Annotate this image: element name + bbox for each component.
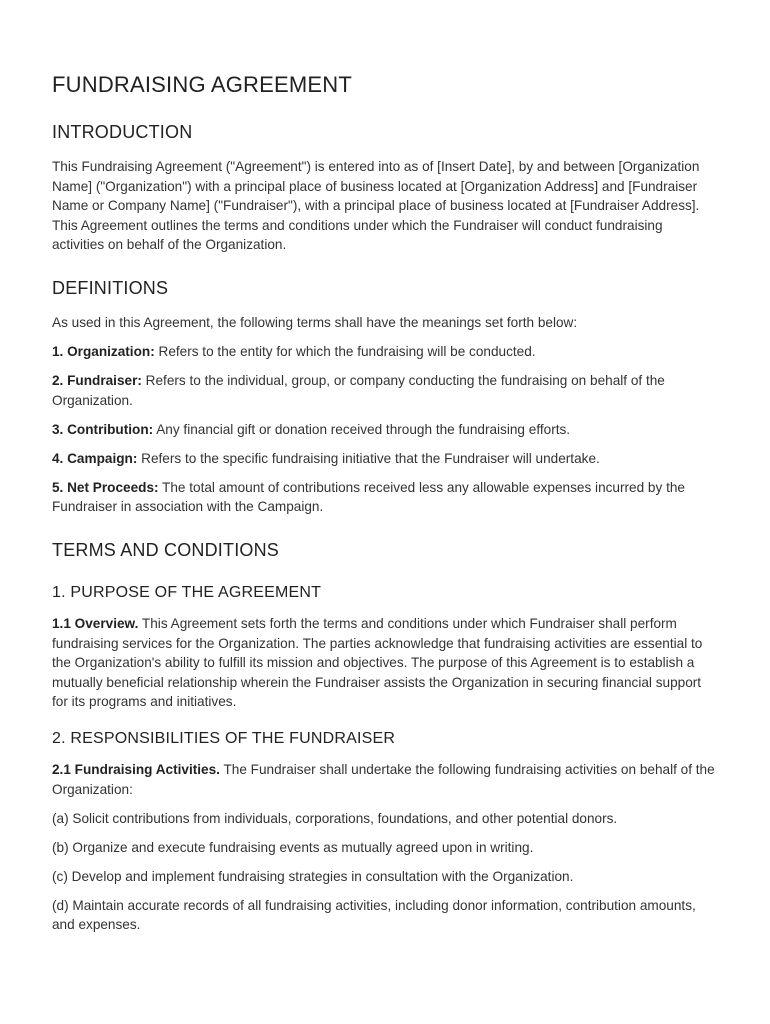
definition-text: Refers to the specific fundraising initiative that the Fundraiser will undertake. [137,450,600,466]
definition-item [52,420,718,440]
definitions-intro: As used in this Agreement, the following terms shall have the meanings set forth below: [52,315,578,330]
introduction-heading: INTRODUCTION [52,122,193,142]
terms-heading: TERMS AND CONDITIONS [52,540,280,560]
definition-term: 3. Contribution: [52,421,154,437]
definition-item [52,342,718,362]
definition-text: Refers to the entity for which the fundraising will be conducted. [154,344,536,359]
responsibility-item: (b) Organize and execute fundraising events as mutually agreed upon in writing. [52,839,534,855]
definition-term: 2. Fundraiser: [52,373,142,388]
introduction-paragraph: This Fundraising Agreement ("Agreement") is entered into as of [Insert Date], by and between [Organization Name] ("Organization") with a principal place of business located at [Organization Address] and [Fundraiser Name or Company Name] ("Fundraiser"), with a principal place of business located at [Fundraiser Address]. This Agreement outlines the terms and conditions under which the Fundraiser will conduct fundraising activities on behalf of the Organization. [52,159,700,252]
definition-text: Refers to the individual, group, or company conducting the fundraising on behalf of the Organization. [52,373,665,408]
definition-item [52,371,718,410]
definition-term: 5. Net Proceeds: [52,479,159,495]
definition-item [52,478,718,517]
definitions-heading: DEFINITIONS [52,278,169,298]
purpose-heading: 1. PURPOSE OF THE AGREEMENT [52,584,322,601]
purpose-term: 1.1 Overview. [52,616,139,631]
responsibilities-heading: 2. RESPONSIBILITIES OF THE FUNDRAISER [52,730,396,747]
responsibilities-paragraph [52,760,718,799]
purpose-text: This Agreement sets forth the terms and conditions under which Fundraiser shall perform fundraising services for the Organization. The parties acknowledge that fundraising activities are essential to the Organization's ability to fulfill its mission and objectives. The purpose of this Agreement is to establish a mutually beneficial relationship wherein the Fundraiser assists the Organization in securing financial support for its programs and initiatives. [52,616,703,709]
responsibility-item: (d) Maintain accurate records of all fundraising activities, including donor information, contribution amounts, and expenses. [52,897,696,932]
responsibilities-term: 2.1 Fundraising Activities. [52,762,220,777]
definition-text: The total amount of contributions received less any allowable expenses incurred by the Fundraiser in association with the Campaign. [52,479,685,514]
definition-text: Any financial gift or donation received through the fundraising efforts. [153,421,571,437]
definition-term: 1. Organization: [52,344,155,359]
responsibility-item: (a) Solicit contributions from individuals, corporations, foundations, and other potential donors. [52,810,618,826]
responsibilities-text: The Fundraiser shall undertake the following fundraising activities on behalf of the Organization: [52,762,715,797]
definition-term: 4. Campaign: [52,450,138,466]
definition-item [52,449,718,469]
document-title: FUNDRAISING AGREEMENT [52,72,353,97]
purpose-paragraph [52,614,718,712]
responsibility-item: (c) Develop and implement fundraising strategies in consultation with the Organization. [52,868,574,884]
